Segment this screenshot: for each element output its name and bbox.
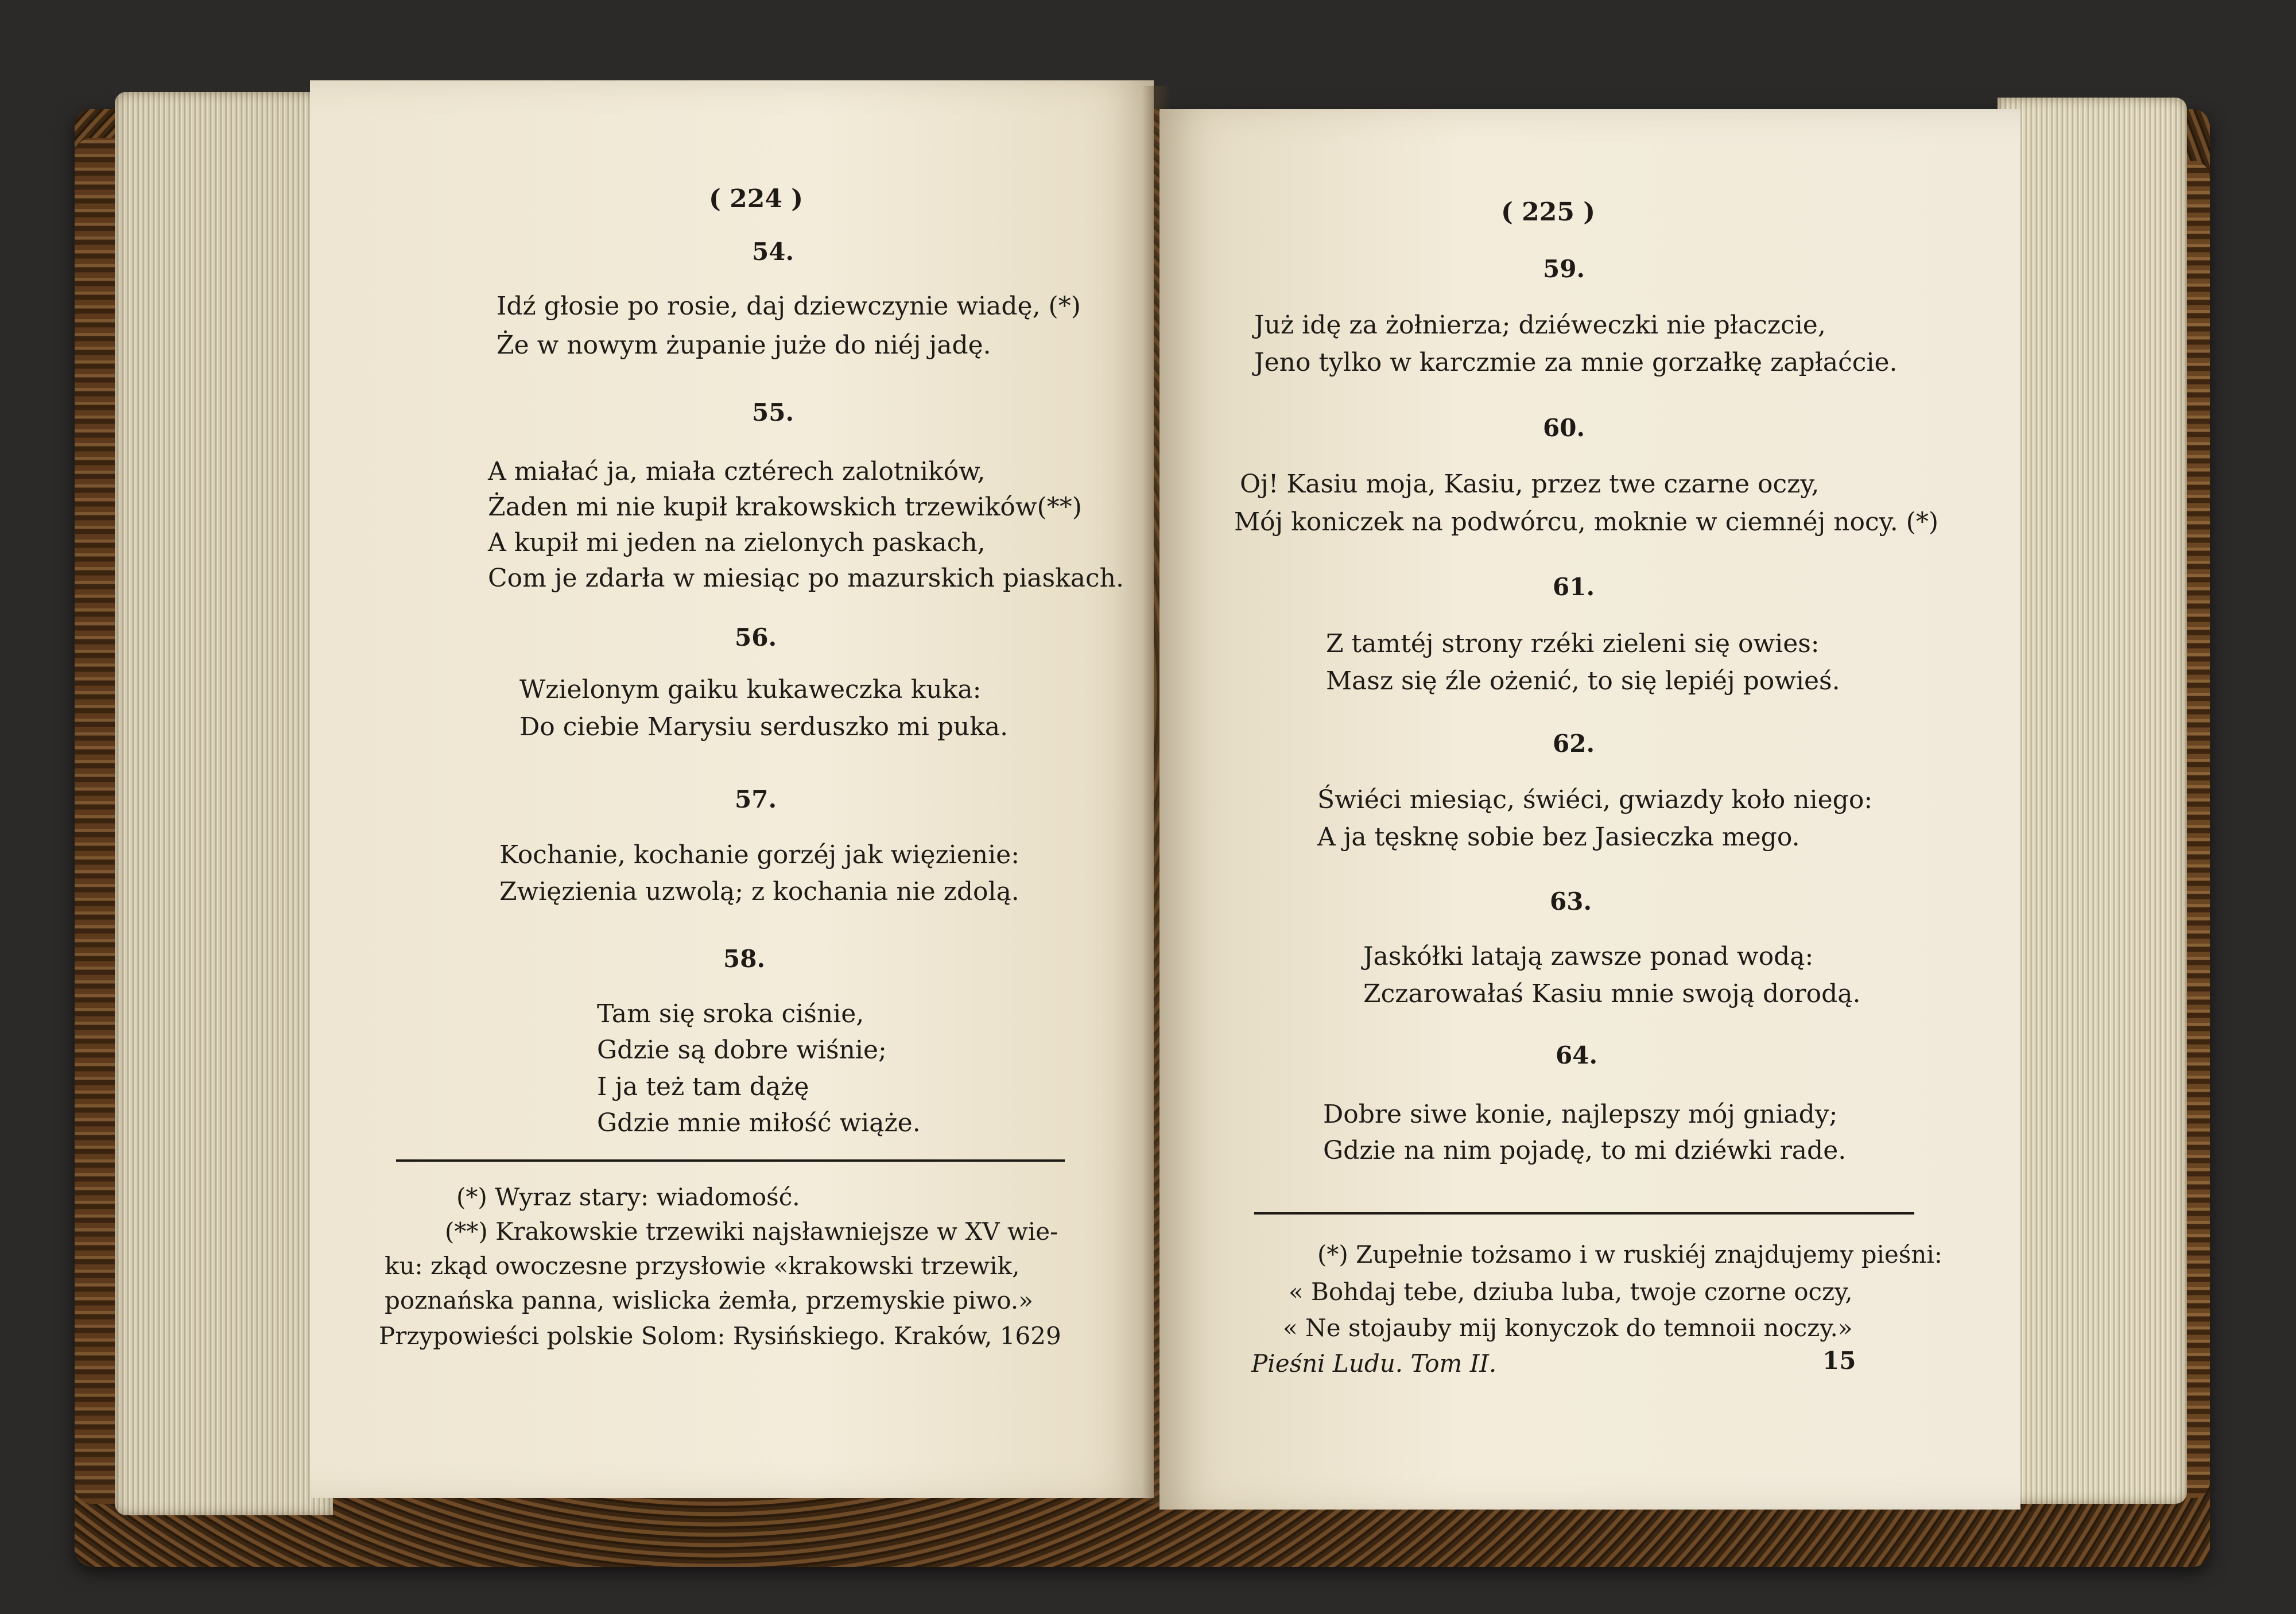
verse-line: Kochanie, kochanie gorzéj jak więzienie: bbox=[499, 840, 1020, 870]
song-number: 64. bbox=[1556, 1041, 1598, 1069]
footnote-line: (*) Zupełnie tożsamo i w ruskiéj znajdujemy pieśni: bbox=[1317, 1240, 1942, 1268]
verse-line: Świéci miesiąc, świéci, gwiazdy koło niego: bbox=[1317, 785, 1873, 814]
footnote-line: « Ne stojauby mij konyczok do temnoii noczy.» bbox=[1283, 1314, 1853, 1342]
verse-line: Z tamtéj strony rzéki zieleni się owies: bbox=[1326, 629, 1820, 658]
verse-line: Gdzie są dobre wiśnie; bbox=[597, 1035, 887, 1065]
verse-line: A ja tęsknę sobie bez Jasieczka mego. bbox=[1317, 822, 1800, 852]
verse-line: Com je zdarła w miesiąc po mazurskich piaskach. bbox=[488, 564, 1124, 593]
footnote-rule bbox=[1254, 1212, 1914, 1215]
verse-line: Żaden mi nie kupił krakowskich trzewików(**) bbox=[488, 492, 1082, 522]
verse-line: Oj! Kasiu moja, Kasiu, przez twe czarne oczy, bbox=[1240, 470, 1820, 499]
song-number: 55. bbox=[752, 398, 794, 426]
verse-line: A miałać ja, miała cztérech zalotników, bbox=[488, 457, 986, 486]
verse-line: Mój koniczek na podwórcu, moknie w ciemnéj nocy. (*) bbox=[1234, 507, 1938, 537]
song-number: 62. bbox=[1553, 730, 1595, 758]
verse-line: Już idę za żołnierza; dziéweczki nie płaczcie, bbox=[1254, 311, 1826, 340]
song-number: 54. bbox=[752, 238, 794, 266]
footnote-rule bbox=[396, 1159, 1065, 1162]
verse-line: Dobre siwe konie, najlepszy mój gniady; bbox=[1323, 1100, 1838, 1129]
song-number: 58. bbox=[723, 945, 766, 973]
verse-line: Jaskółki latają zawsze ponad wodą: bbox=[1363, 942, 1814, 971]
page-stack-left bbox=[115, 92, 333, 1515]
footnote-line: ku: zkąd owoczesne przysłowie «krakowski trzewik, bbox=[385, 1252, 1020, 1280]
footnote-line: poznańska panna, wislicka żemła, przemyskie piwo.» bbox=[385, 1286, 1033, 1314]
signature-title: Pieśni Ludu. Tom II. bbox=[1251, 1349, 1497, 1378]
verse-line: A kupił mi jeden na zielonych paskach, bbox=[488, 528, 986, 557]
footnote-line: (**) Krakowskie trzewiki najsławniejsze w XV wie- bbox=[445, 1217, 1058, 1246]
verse-line: Wzielonym gaiku kukaweczka kuka: bbox=[519, 675, 982, 704]
footnote-line: Przypowieści polskie Solom: Rysińskiego. Kraków, 1629 bbox=[379, 1322, 1061, 1350]
verse-line: Gdzie na nim pojadę, to mi dziéwki rade. bbox=[1323, 1136, 1847, 1165]
song-number: 59. bbox=[1543, 255, 1585, 283]
page-stack-right bbox=[1998, 98, 2187, 1504]
song-number: 56. bbox=[735, 623, 777, 651]
verse-line: Że w nowym żupanie juże do niéj jadę. bbox=[497, 331, 991, 360]
song-number: 61. bbox=[1553, 573, 1595, 601]
verse-line: Gdzie mnie miłość wiąże. bbox=[597, 1108, 921, 1138]
right-page bbox=[1159, 109, 2020, 1510]
verse-line: Tam się sroka ciśnie, bbox=[597, 999, 864, 1029]
song-number: 60. bbox=[1543, 414, 1585, 442]
song-number: 57. bbox=[735, 785, 777, 813]
verse-line: Do ciebie Marysiu serduszko mi puka. bbox=[519, 712, 1009, 742]
signature-mark: 15 bbox=[1822, 1347, 1856, 1375]
verse-line: Zczarowałaś Kasiu mnie swoją dorodą. bbox=[1363, 979, 1861, 1008]
verse-line: Zwięzienia uzwolą; z kochania nie zdolą. bbox=[499, 877, 1019, 906]
song-number: 63. bbox=[1550, 887, 1592, 915]
verse-line: I ja też tam dążę bbox=[597, 1072, 809, 1101]
footnote-line: « Bohdaj tebe, dziuba luba, twoje czorne oczy, bbox=[1289, 1278, 1853, 1306]
verse-line: Idź głosie po rosie, daj dziewczynie wiadę, (*) bbox=[497, 292, 1081, 321]
page-number: ( 225 ) bbox=[1501, 197, 1596, 227]
verse-line: Jeno tylko w karczmie za mnie gorzałkę zapłaćcie. bbox=[1254, 348, 1898, 377]
page-number: ( 224 ) bbox=[709, 184, 804, 214]
footnote-line: (*) Wyraz stary: wiadomość. bbox=[456, 1183, 800, 1211]
left-page bbox=[310, 80, 1154, 1498]
verse-line: Masz się źle ożenić, to się lepiéj powieś. bbox=[1326, 666, 1840, 696]
